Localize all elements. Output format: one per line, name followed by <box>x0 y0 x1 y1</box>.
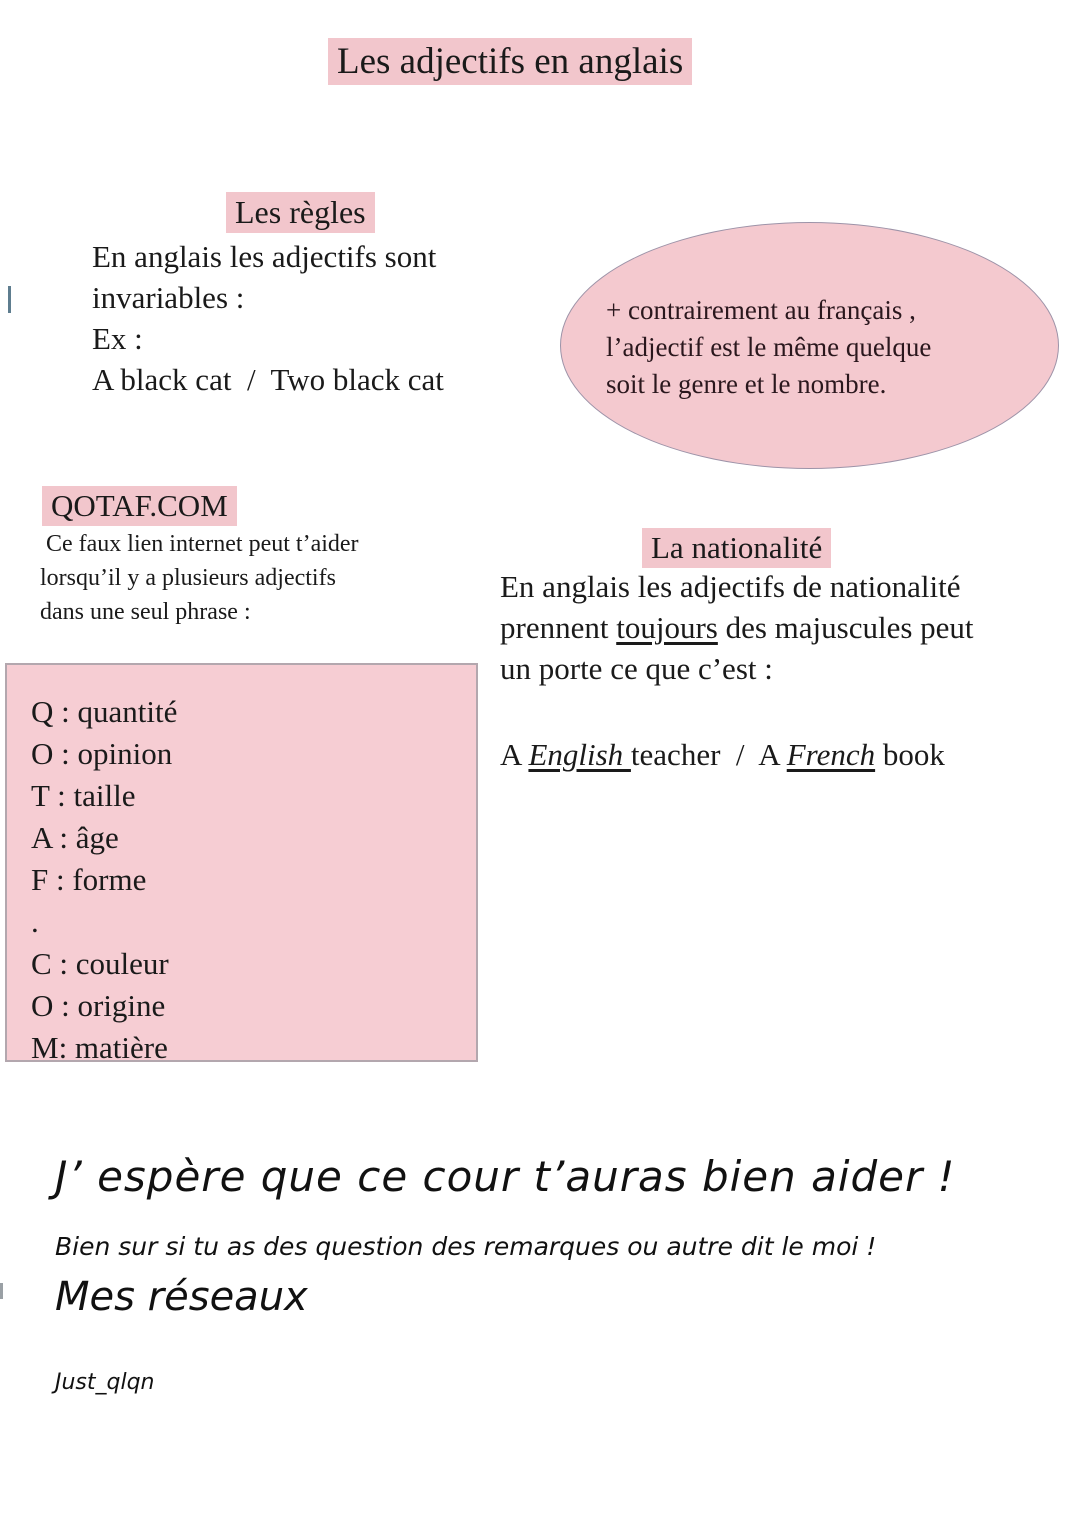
outro-subline: Bien sur si tu as des question des remarques ou autre dit le moi ! <box>55 1232 877 1261</box>
qotaf-item-dot: . <box>31 904 39 939</box>
bubble-line-3: soit le genre et le nombre. <box>606 369 887 399</box>
nat-line2-after: des majuscules peut <box>717 610 974 645</box>
qotaf-item-a: A : âge <box>31 820 119 855</box>
nat-line2-before: prennent <box>500 610 617 645</box>
rules-line-3: Ex : <box>92 321 143 356</box>
example-suffix: book <box>875 737 945 772</box>
rules-paragraph <box>92 236 444 400</box>
qotaf-paragraph <box>40 527 359 629</box>
qotaf-line-2: lorsqu’il y a plusieurs adjectifs <box>40 565 336 591</box>
bubble-line-1: + contrairement au français , <box>606 295 916 325</box>
nationality-line-3: un porte ce que c’est : <box>500 651 773 686</box>
page-title: Les adjectifs en anglais <box>328 38 692 85</box>
qotaf-item-m: M: matière <box>31 1030 168 1065</box>
nationality-heading: La nationalité <box>642 528 831 568</box>
qotaf-heading: QOTAF.COM <box>42 486 237 526</box>
bubble-line-2: l’adjectif est le même quelque <box>606 332 932 362</box>
rules-line-1: En anglais les adjectifs sont <box>92 239 437 274</box>
qotaf-item-t: T : taille <box>31 778 136 813</box>
qotaf-item-q: Q : quantité <box>31 694 178 729</box>
networks-heading: Mes réseaux <box>55 1274 308 1320</box>
social-handle: Just_qlqn <box>55 1370 155 1395</box>
rules-heading: Les règles <box>226 192 375 233</box>
text-cursor-mark <box>8 286 11 313</box>
note-bubble-text <box>606 292 931 403</box>
qotaf-item-f: F : forme <box>31 862 147 897</box>
qotaf-item-o2: O : origine <box>31 988 166 1023</box>
example-word-english: English <box>528 737 631 772</box>
rules-line-2: invariables : <box>92 280 245 315</box>
stray-edge-mark <box>0 1283 3 1299</box>
qotaf-line-1: Ce faux lien internet peut t’aider <box>40 531 359 557</box>
rules-line-4: A black cat / Two black cat <box>92 362 444 397</box>
qotaf-acronym-box <box>5 663 478 1065</box>
example-prefix: A <box>500 737 529 772</box>
example-word-french: French <box>786 737 876 772</box>
outro-headline: J’ espère que ce cour t’auras bien aider ! <box>55 1152 956 1201</box>
nationality-line-1: En anglais les adjectifs de nationalité <box>500 569 961 604</box>
nationality-paragraph <box>500 566 974 689</box>
example-middle: teacher / A <box>630 737 787 772</box>
qotaf-item-c: C : couleur <box>31 946 169 981</box>
nationality-example <box>500 737 945 773</box>
qotaf-item-o1: O : opinion <box>31 736 173 771</box>
nat-line2-underlined-word: toujours <box>616 610 718 645</box>
nationality-line-2 <box>500 607 974 648</box>
qotaf-line-3: dans une seul phrase : <box>40 599 251 625</box>
